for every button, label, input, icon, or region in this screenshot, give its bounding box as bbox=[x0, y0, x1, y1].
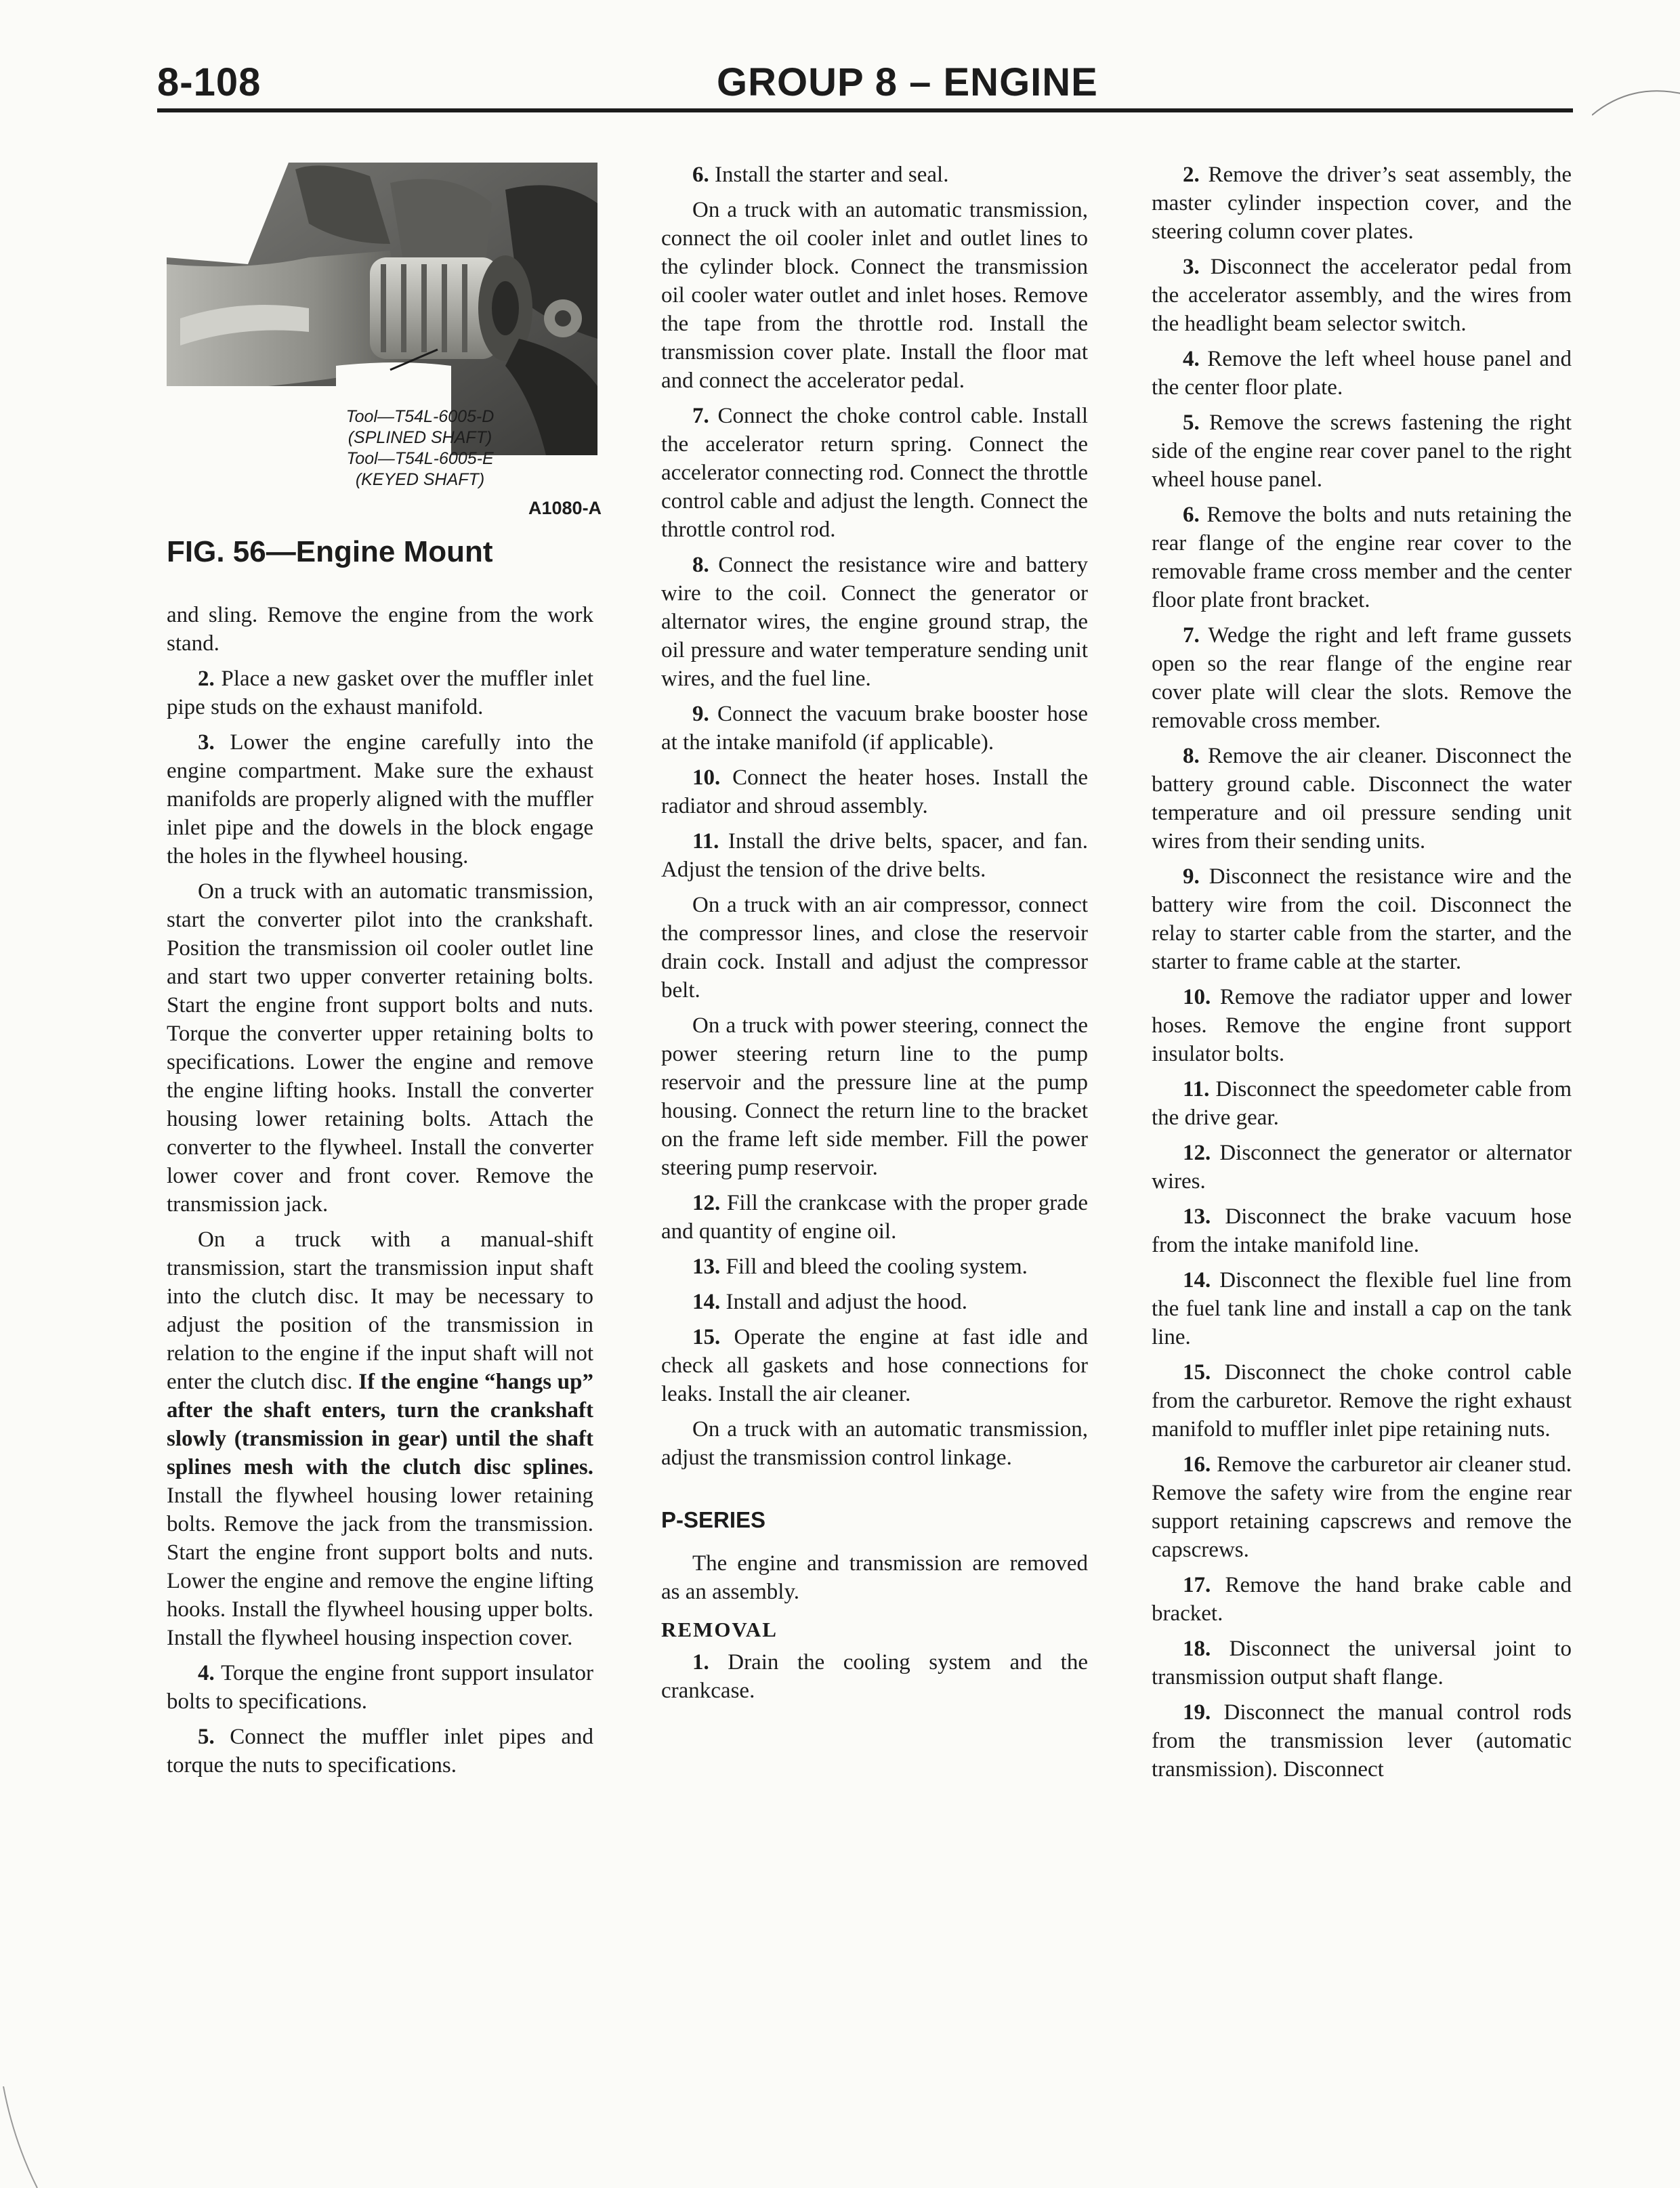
step-text: Disconnect the manual control rods from the transmission lever (automatic transmission). Disconnect bbox=[1152, 1700, 1572, 1782]
step-text: Connect the vacuum brake booster hose at the intake manifold (if applicable). bbox=[661, 702, 1088, 755]
figure-caption: FIG. 56—Engine Mount bbox=[167, 535, 493, 568]
step-text: Disconnect the speedometer cable from the drive gear. bbox=[1152, 1077, 1572, 1130]
paragraph: and sling. Remove the engine from the work stand. bbox=[167, 603, 593, 656]
step-text: Wedge the right and left frame gussets open so the rear flange of the engine rear cover plate will clear the slots. Remove the removable cross member. bbox=[1152, 623, 1572, 733]
bold-warning: If the engine “hangs up” after the shaft enters, turn the crankshaft slowly (transmission in gear) until the shaft splines mesh with the clutch disc splines. bbox=[167, 1370, 593, 1479]
step-text: Disconnect the resistance wire and the battery wire from the coil. Disconnect the relay to starter cable from the starter, and the starter to frame cable at the starter. bbox=[1152, 864, 1572, 974]
step-11 bbox=[661, 827, 1088, 884]
step-number: 6. bbox=[1183, 503, 1200, 527]
step-text: Disconnect the accelerator pedal from the accelerator assembly, and the wires from the headlight beam selector switch. bbox=[1152, 255, 1572, 336]
removal-step-15 bbox=[1152, 1358, 1572, 1444]
removal-step-4 bbox=[1152, 345, 1572, 402]
step-text: Drain the cooling system and the crankcase. bbox=[661, 1650, 1088, 1703]
paragraph: On a truck with an automatic transmission, start the converter pilot into the crankshaft. Position the transmission oil cooler outlet line and start two upper converter retaining bolts. Start the engine front support bolts and nuts. Torque the converter upper retaining bolts to specifications. Lower the engine and remove the engine lifting hooks. Install the converter housing lower retaining bolts. Attach the converter to the flywheel. Install the converter lower cover and front cover. Remove the transmission jack. bbox=[167, 879, 593, 1217]
step-text: Fill and bleed the cooling system. bbox=[720, 1255, 1028, 1279]
subsection-heading-removal: REMOVAL bbox=[661, 1618, 778, 1641]
step-text: Disconnect the flexible fuel line from the fuel tank line and install a cap on the tank line. bbox=[1152, 1268, 1572, 1349]
removal-step-9 bbox=[1152, 862, 1572, 976]
step-text: Remove the screws fastening the right side of the engine rear cover panel to the right wheel house panel. bbox=[1152, 411, 1572, 492]
step-text: Remove the air cleaner. Disconnect the battery ground cable. Disconnect the water temperature and oil pressure sending unit wires from their sending units. bbox=[1152, 744, 1572, 854]
step-text: Fill the crankcase with the proper grade and quantity of engine oil. bbox=[661, 1191, 1088, 1244]
callout-keyed-shaft: (KEYED SHAFT) bbox=[355, 470, 485, 489]
removal-step-5 bbox=[1152, 408, 1572, 494]
figure-id: A1080-A bbox=[528, 498, 602, 518]
step-number: 4. bbox=[1183, 347, 1200, 371]
step-number: 10. bbox=[1183, 985, 1211, 1009]
callout-tool-splined: Tool—T54L-6005-D bbox=[345, 407, 495, 426]
step-number: 9. bbox=[1183, 864, 1200, 889]
step-6 bbox=[661, 161, 1088, 189]
step-number: 5. bbox=[198, 1725, 215, 1749]
step-number: 15. bbox=[692, 1325, 721, 1349]
step-text: Install and adjust the hood. bbox=[720, 1290, 968, 1314]
step-number: 11. bbox=[692, 829, 719, 854]
step-number: 12. bbox=[692, 1191, 721, 1215]
step-number: 17. bbox=[1183, 1573, 1211, 1597]
removal-step-17 bbox=[1152, 1571, 1572, 1628]
step-text: Disconnect the universal joint to transmission output shaft flange. bbox=[1152, 1637, 1572, 1689]
step-number: 3. bbox=[1183, 255, 1200, 279]
step-number: 6. bbox=[692, 163, 709, 187]
step-4 bbox=[167, 1659, 593, 1716]
step-number: 13. bbox=[692, 1255, 721, 1279]
column-1 bbox=[167, 601, 593, 1786]
step-number: 12. bbox=[1183, 1141, 1211, 1165]
column-2 bbox=[661, 161, 1088, 1712]
removal-step-18 bbox=[1152, 1635, 1572, 1691]
step-number: 16. bbox=[1183, 1452, 1211, 1477]
step-number: 7. bbox=[1183, 623, 1200, 648]
step-text: Disconnect the brake vacuum hose from the intake manifold line. bbox=[1152, 1204, 1572, 1257]
step-text: Place a new gasket over the muffler inlet pipe studs on the exhaust manifold. bbox=[167, 667, 593, 719]
paragraph: On a truck with power steering, connect the power steering return line to the pump reservoir and the pressure line at the pump housing. Connect the return line to the bracket on the frame left side member. Fill the power steering pump reservoir. bbox=[661, 1013, 1088, 1180]
step-number: 14. bbox=[1183, 1268, 1211, 1292]
removal-step-10 bbox=[1152, 983, 1572, 1068]
step-text: Connect the resistance wire and battery wire to the coil. Connect the generator or alternator wires, the engine ground strap, the oil pressure and water temperature sending unit wires, and the fuel line. bbox=[661, 553, 1088, 691]
step-number: 8. bbox=[692, 553, 709, 577]
step-text: Connect the muffler inlet pipes and torque the nuts to specifications. bbox=[167, 1725, 593, 1777]
step-text: Remove the radiator upper and lower hoses. Remove the engine front support insulator bolts. bbox=[1152, 985, 1572, 1066]
step-2 bbox=[167, 665, 593, 721]
step-text: Operate the engine at fast idle and check all gaskets and hose connections for leaks. Install the air cleaner. bbox=[661, 1325, 1088, 1406]
step-14 bbox=[661, 1288, 1088, 1316]
step-number: 2. bbox=[1183, 163, 1200, 187]
page-corner-curve bbox=[1592, 81, 1680, 176]
removal-step-8 bbox=[1152, 742, 1572, 856]
step-number: 1. bbox=[692, 1650, 709, 1675]
removal-step-13 bbox=[1152, 1202, 1572, 1259]
step-number: 18. bbox=[1183, 1637, 1211, 1661]
step-text: Remove the carburetor air cleaner stud. Remove the safety wire from the engine rear support retaining capscrews and remove the capscrews. bbox=[1152, 1452, 1572, 1562]
step-number: 13. bbox=[1183, 1204, 1211, 1229]
step-text: Torque the engine front support insulator bolts to specifications. bbox=[167, 1661, 593, 1714]
removal-step-3 bbox=[1152, 253, 1572, 338]
page-number: 8-108 bbox=[157, 60, 261, 104]
paragraph: On a truck with an air compressor, connect the compressor lines, and close the reservoir drain cock. Install and adjust the compressor belt. bbox=[661, 893, 1088, 1003]
removal-step-11 bbox=[1152, 1075, 1572, 1132]
removal-step-16 bbox=[1152, 1450, 1572, 1564]
header-rule bbox=[157, 108, 1573, 112]
step-15 bbox=[661, 1323, 1088, 1408]
text: Install the flywheel housing lower retaining bolts. Remove the jack from the transmission. Start the engine front support bolts and nuts. Lower the engine and remove the engine lifting hooks. Install the flywheel housing upper bolts. Install the flywheel housing inspection cover. bbox=[167, 1484, 593, 1650]
step-12 bbox=[661, 1189, 1088, 1246]
step-number: 14. bbox=[692, 1290, 721, 1314]
step-number: 8. bbox=[1183, 744, 1200, 768]
paragraph: On a truck with an automatic transmission, connect the oil cooler inlet and outlet lines to the cylinder block. Connect the transmission oil cooler water outlet and inlet hoses. Remove the tape from the throttle rod. Install the transmission cover plate. Install the floor mat and connect the accelerator pedal. bbox=[661, 198, 1088, 393]
step-text: Disconnect the generator or alternator wires. bbox=[1152, 1141, 1572, 1194]
step-number: 11. bbox=[1183, 1077, 1210, 1101]
step-text: Remove the bolts and nuts retaining the rear flange of the engine rear cover to the removable frame cross member and the center floor plate front bracket. bbox=[1152, 503, 1572, 612]
step-number: 3. bbox=[198, 730, 215, 755]
step-text: Connect the choke control cable. Install the accelerator return spring. Connect the accelerator connecting rod. Connect the throttle control cable and adjust the length. Connect the throttle control rod. bbox=[661, 404, 1088, 542]
removal-step-7 bbox=[1152, 621, 1572, 735]
step-number: 15. bbox=[1183, 1360, 1211, 1385]
figure-callouts bbox=[332, 406, 508, 490]
group-title: GROUP 8 – ENGINE bbox=[717, 60, 1098, 104]
step-number: 10. bbox=[692, 765, 721, 790]
step-text: Remove the hand brake cable and bracket. bbox=[1152, 1573, 1572, 1626]
step-5 bbox=[167, 1723, 593, 1780]
paragraph: On a truck with an automatic transmission, adjust the transmission control linkage. bbox=[661, 1417, 1088, 1470]
removal-step-14 bbox=[1152, 1266, 1572, 1351]
callout-splined-shaft: (SPLINED SHAFT) bbox=[348, 428, 492, 447]
paragraph-manual-shift bbox=[167, 1225, 593, 1652]
callout-tool-keyed: Tool—T54L-6005-E bbox=[346, 449, 494, 468]
step-text: Install the starter and seal. bbox=[709, 163, 949, 187]
step-number: 7. bbox=[692, 404, 709, 428]
step-10 bbox=[661, 763, 1088, 820]
removal-step-1 bbox=[661, 1648, 1088, 1705]
step-3 bbox=[167, 728, 593, 870]
step-number: 2. bbox=[198, 667, 215, 691]
step-text: Install the drive belts, spacer, and fan. Adjust the tension of the drive belts. bbox=[661, 829, 1088, 882]
section-heading-p-series: P-SERIES bbox=[661, 1507, 766, 1532]
step-text: Remove the driver’s seat assembly, the master cylinder inspection cover, and the steering column cover plates. bbox=[1152, 163, 1572, 244]
paragraph: The engine and transmission are removed as an assembly. bbox=[661, 1551, 1088, 1604]
removal-step-6 bbox=[1152, 501, 1572, 614]
step-text: Remove the left wheel house panel and the center floor plate. bbox=[1152, 347, 1572, 400]
step-text: Disconnect the choke control cable from the carburetor. Remove the right exhaust manifold to muffler inlet pipe retaining nuts. bbox=[1152, 1360, 1572, 1442]
step-text: Connect the heater hoses. Install the radiator and shroud assembly. bbox=[661, 765, 1088, 818]
step-7 bbox=[661, 402, 1088, 544]
step-8 bbox=[661, 551, 1088, 693]
step-13 bbox=[661, 1253, 1088, 1281]
step-number: 5. bbox=[1183, 411, 1200, 435]
step-text: Lower the engine carefully into the engine compartment. Make sure the exhaust manifolds are properly aligned with the muffler inlet pipe and the dowels in the block engage the holes in the flywheel housing. bbox=[167, 730, 593, 868]
step-number: 19. bbox=[1183, 1700, 1211, 1725]
column-3 bbox=[1152, 161, 1572, 1790]
removal-step-12 bbox=[1152, 1139, 1572, 1196]
page-edge-mark bbox=[0, 2086, 41, 2188]
step-9 bbox=[661, 700, 1088, 757]
text: On a truck with a manual-shift transmission, start the transmission input shaft into the clutch disc. It may be necessary to adjust the position of the transmission in relation to the engine if the input shaft will not enter the clutch disc. bbox=[167, 1227, 593, 1394]
step-number: 4. bbox=[198, 1661, 215, 1685]
step-number: 9. bbox=[692, 702, 709, 726]
removal-step-19 bbox=[1152, 1698, 1572, 1784]
removal-step-2 bbox=[1152, 161, 1572, 246]
